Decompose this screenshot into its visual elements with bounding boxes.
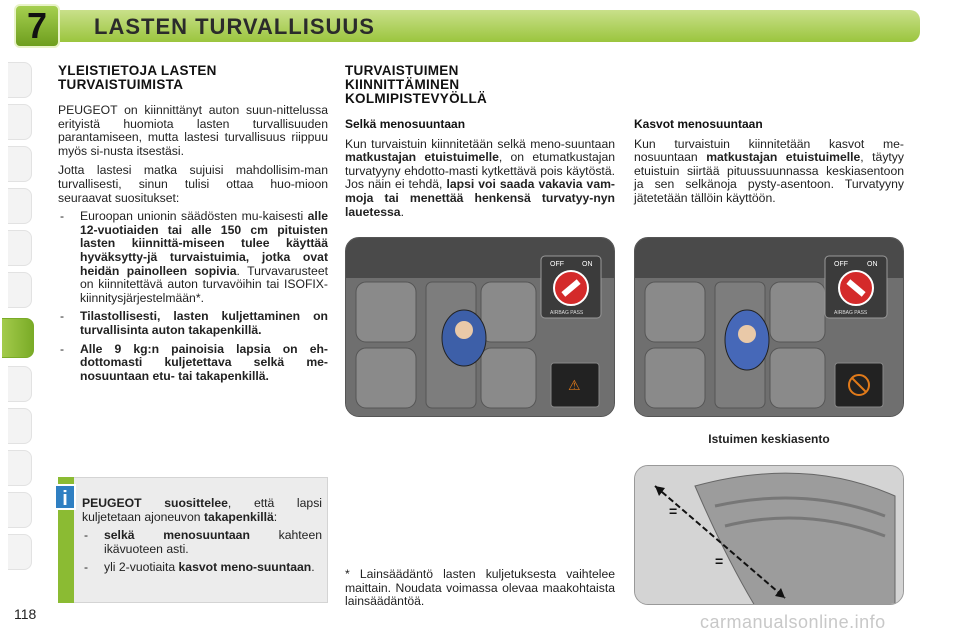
switch-on-label: ON <box>867 261 878 268</box>
para-span: . <box>400 204 404 219</box>
page-title: LASTEN TURVALLISUUS <box>94 14 375 39</box>
forward-facing-seat-photo <box>634 237 904 417</box>
switch-off-label: OFF <box>550 261 564 268</box>
chapter-tab[interactable] <box>8 534 32 570</box>
info-bold: takapenkillä <box>203 509 274 524</box>
para-bold: lapsi voi saada vakavia vam-moja tai menettää henkensä turvatyy-nyn lauetessa <box>345 177 615 219</box>
info-text <box>82 497 322 575</box>
bullet-dash: - <box>84 528 89 543</box>
chapter-tab[interactable] <box>8 146 32 182</box>
equal-mark: = <box>715 553 724 569</box>
heading-line: KIINNITTÄMINEN <box>345 77 460 92</box>
middle-column <box>345 64 615 219</box>
heading-line: KOLMIPISTEVYÖLLÄ <box>345 91 488 106</box>
bullet-dash: - <box>60 341 65 356</box>
recommendation-paragraph: Jotta lastesi matka sujuisi mahdollisim-man turvallisesti, sinun tulisi ottaa huo-mioon seuraavat suositukset: <box>58 163 328 205</box>
info-icon: i <box>54 484 76 510</box>
bullet-dash: - <box>84 560 89 575</box>
heading-line: YLEISTIETOJA LASTEN <box>58 63 217 78</box>
chapter-number: 7 <box>14 4 60 48</box>
chapter-tab[interactable] <box>8 272 32 308</box>
heading-line: TURVAISTUIMEN <box>345 63 459 78</box>
info-span: kahteen ikävuoteen asti. <box>104 528 322 556</box>
section-heading <box>58 64 328 92</box>
footnote-text: Lainsäädäntö lasten kuljetuksesta vaihtelee maittain. Noudata voimassa olevaa maakohtaista lainsäädäntöä. <box>345 567 615 609</box>
seat-middle-position-photo <box>634 465 904 605</box>
chapter-tab[interactable] <box>8 492 32 528</box>
para-bold: matkustajan etuistuimelle <box>706 150 861 165</box>
footnote-star: * <box>345 567 350 581</box>
chapter-tab[interactable] <box>8 188 32 224</box>
footnote <box>345 568 615 609</box>
item-bold: alle 12-vuotiaiden tai alle 150 cm pituisten lasten kiinnittä-miseen tulee käyttää hyväksytty-jä turvaistuimia, jotka ovat heidän painolleen sopivia <box>80 209 328 278</box>
item-text: Euroopan unionin säädösten mu-kaisesti <box>80 209 308 224</box>
car-interior-illustration <box>635 238 904 417</box>
left-column <box>58 64 328 383</box>
info-bold: selkä menosuuntaan <box>104 528 250 543</box>
para-span: Kun turvaistuin kiinnitetään selkä meno-suuntaan <box>345 136 615 151</box>
chapter-tab[interactable] <box>8 366 32 402</box>
list-item <box>58 343 328 384</box>
para-span: , täytyy etuistuin siirtää pituussuunnassa keskiasentoon ja sen selkänoja pysty-asentoon. Turvatyyny jätetetään tällöin käyttöön. <box>634 150 904 205</box>
bullet-dash: - <box>60 209 65 224</box>
subheading: Selkä menosuuntaan <box>345 117 466 131</box>
equal-mark: = <box>669 503 678 519</box>
info-span: yli 2-vuotiaita <box>104 560 179 575</box>
chapter-tab[interactable] <box>8 230 32 266</box>
rear-facing-seat-photo <box>345 237 615 417</box>
info-list-item <box>82 561 322 575</box>
item-bold: Alle 9 kg:n painoisia lapsia on eh-dottomasti kuljetettava selkä me-nosuuntaan etu- tai takapenkillä. <box>80 341 328 383</box>
header-bar <box>0 0 960 52</box>
para-bold: matkustajan etuistuimelle <box>345 150 499 165</box>
seat-position-caption: Istuimen keskiasento <box>708 432 830 446</box>
chapter-tab-active[interactable] <box>2 318 34 358</box>
section-heading <box>345 64 615 106</box>
chapter-tab[interactable] <box>8 450 32 486</box>
intro-paragraph: PEUGEOT on kiinnittänyt auton suun-nittelussa erityistä huomiota lasten turvallisuuden parantamiseen, mutta lastesi turvallisuus riippuu myös si-nusta itsestäsi. <box>58 103 328 158</box>
subheading: Kasvot menosuuntaan <box>634 117 763 131</box>
car-interior-illustration <box>346 238 615 417</box>
switch-on-label: ON <box>582 261 593 268</box>
item-bold: Tilastollisesti, lasten kuljettaminen on turvallisinta auton takapenkillä. <box>80 309 328 337</box>
info-list-item <box>82 529 322 556</box>
info-span: : <box>273 509 278 524</box>
info-bold: kasvot meno-suuntaan <box>178 560 312 575</box>
forward-facing-paragraph <box>634 138 904 206</box>
chapter-tabs <box>0 60 36 580</box>
item-text: . Turvavarusteet on kiinnitettävä auton turvavöihin tai ISOFIX-kiinnitysjärjestelmään*. <box>80 263 328 305</box>
list-item <box>58 210 328 305</box>
info-span: . <box>311 560 315 575</box>
heading-line: TURVAISTUIMISTA <box>58 77 184 92</box>
page-number: 118 <box>14 606 37 622</box>
list-item <box>58 310 328 337</box>
chapter-tab[interactable] <box>8 104 32 140</box>
bullet-dash: - <box>60 309 65 324</box>
info-bold: PEUGEOT suosittelee <box>82 496 228 510</box>
switch-caption: AIRBAG PASS <box>834 310 868 316</box>
switch-off-label: OFF <box>834 261 848 268</box>
para-span: Kun turvaistuin kiinnitetään kasvot me-nosuuntaan <box>634 136 904 165</box>
switch-caption: AIRBAG PASS <box>550 310 584 316</box>
info-intro <box>82 497 322 524</box>
chapter-tab[interactable] <box>8 62 32 98</box>
seat-rail-illustration <box>635 466 904 605</box>
para-span: , on etumatkustajan turvatyyny ehdotto-masti kytkettävä pois käytöstä. Jos näin ei tehdä, <box>345 150 615 192</box>
right-column <box>634 118 904 206</box>
airbag-warning-icon: ⚠ <box>568 377 581 393</box>
rear-facing-paragraph <box>345 138 615 220</box>
watermark: carmanualsonline.info <box>700 612 886 632</box>
info-span: , että lapsi kuljetetaan ajoneuvon <box>82 496 322 524</box>
chapter-tab[interactable] <box>8 408 32 444</box>
